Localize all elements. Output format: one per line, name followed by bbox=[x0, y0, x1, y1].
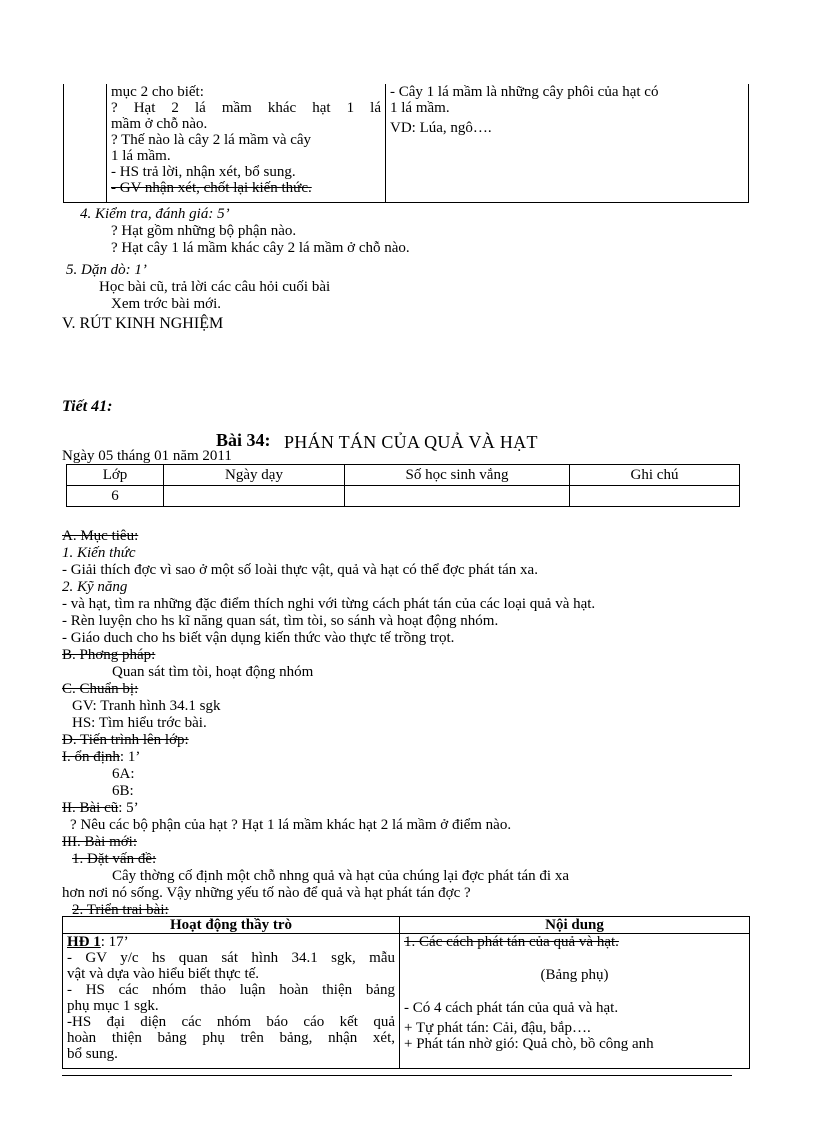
table-cell-content bbox=[386, 84, 749, 203]
text-line: + Phát tán nhờ gió: Quả chò, bồ công anh bbox=[404, 1036, 654, 1052]
skill-item: - và hạt, tìm ra những đặc điểm thích nghi với từng cách phát tán của các loại quả và hạt. bbox=[62, 596, 596, 612]
board-note: (Bảng phụ) bbox=[540, 967, 609, 983]
hd-time: : 17’ bbox=[100, 934, 129, 950]
section-4-heading: 4. Kiểm tra, đánh giá: 5’ bbox=[80, 206, 230, 222]
text-line: mục 2 cho biết: bbox=[111, 84, 204, 100]
problem-heading: 1. Đặt vấn đề: bbox=[72, 851, 157, 867]
methods-text: Quan sát tìm tòi, hoạt động nhóm bbox=[112, 664, 314, 680]
text-line: 1 lá mầm. bbox=[111, 148, 171, 164]
text-line: 1 lá mầm. bbox=[390, 100, 450, 116]
table-cell bbox=[345, 486, 570, 507]
question-item: ? Hạt cây 1 lá mầm khác cây 2 lá mầm ở chỗ nào. bbox=[111, 240, 410, 256]
text-line: vật và dựa vào hiểu biết thực tế. bbox=[67, 966, 260, 982]
problem-text: Cây thờng cố định một chỗ nhng quả và hạt của chúng lại đợc phát tán đi xa bbox=[112, 868, 570, 884]
continuation-table bbox=[63, 84, 749, 203]
table-header: Hoạt động thầy trò bbox=[63, 917, 400, 934]
date-line: Ngày 05 tháng 01 năm 2011 bbox=[62, 448, 232, 464]
table-header: Ngày dạy bbox=[164, 465, 345, 486]
skill-item: - Rèn luyện cho hs kĩ năng quan sát, tìm tòi, so sánh và hoạt động nhóm. bbox=[62, 613, 499, 629]
prep-teacher: GV: Tranh hình 34.1 sgk bbox=[72, 698, 221, 714]
text-line: + Tự phát tán: Cải, đậu, bắp…. bbox=[404, 1020, 591, 1036]
old-lesson-line bbox=[62, 800, 139, 817]
prep-heading: C. Chuẩn bị: bbox=[62, 681, 139, 697]
section-v-heading: V. RÚT KINH NGHIỆM bbox=[62, 315, 224, 332]
activity-heading-line bbox=[67, 934, 395, 950]
homework-item: Xem trớc bài mới. bbox=[111, 296, 222, 312]
lesson-number: Tiết 41: bbox=[62, 398, 113, 415]
table-cell bbox=[570, 486, 740, 507]
table-cell-activity bbox=[107, 84, 386, 203]
table-cell-content bbox=[400, 934, 750, 1069]
table-cell bbox=[164, 486, 345, 507]
new-lesson-heading: III. Bài mới: bbox=[62, 834, 137, 850]
footer-rule bbox=[62, 1075, 732, 1076]
text-line: - Cây 1 lá mầm là những cây phôi của hạt có bbox=[390, 84, 659, 100]
table-header: Lớp bbox=[67, 465, 164, 486]
table-cell-activity bbox=[63, 934, 400, 1069]
text-line: ? Thế nào là cây 2 lá mầm và cây bbox=[111, 132, 312, 148]
content-heading: 1. Các cách phát tán của quả và hạt. bbox=[404, 934, 619, 950]
text-line: mầm ở chỗ nào. bbox=[111, 116, 208, 132]
question-item: ? Hạt gồm những bộ phận nào. bbox=[111, 223, 297, 239]
text-line: ? Hạt 2 lá mầm khác hạt 1 lá bbox=[111, 100, 381, 116]
old-lesson-time: : 5’ bbox=[118, 800, 139, 816]
table-header: Nội dung bbox=[400, 917, 750, 934]
table-cell bbox=[64, 84, 107, 203]
skill-item: - Giáo duch cho hs biết vận dụng kiến thức vào thực tế trồng trọt. bbox=[62, 630, 455, 646]
old-lesson-question: ? Nêu các bộ phận của hạt ? Hạt 1 lá mầm khác hạt 2 lá mầm ở điểm nào. bbox=[70, 817, 512, 833]
text-line: bổ sung. bbox=[67, 1046, 118, 1062]
section-5-heading: 5. Dặn dò: 1’ bbox=[66, 262, 147, 278]
stabilize-time: : 1’ bbox=[119, 749, 141, 765]
objectives-heading: A. Mục tiêu: bbox=[62, 528, 139, 544]
table-header: Ghi chú bbox=[570, 465, 740, 486]
text-line: - Có 4 cách phát tán của quả và hạt. bbox=[404, 1000, 619, 1016]
text-line: phụ mục 1 sgk. bbox=[67, 998, 159, 1014]
text-line: - HS trả lời, nhận xét, bổ sung. bbox=[111, 164, 296, 180]
stabilize-label: I. ổn định bbox=[62, 749, 120, 765]
text-line: - GV nhận xét, chốt lại kiến thức. bbox=[111, 180, 312, 196]
skills-heading: 2. Kỹ năng bbox=[62, 579, 128, 595]
text-line: - GV y/c hs quan sát hình 34.1 sgk, mẫu bbox=[67, 950, 395, 966]
procedure-heading: D. Tiến trình lên lớp: bbox=[62, 732, 189, 748]
text-line: VD: Lúa, ngô…. bbox=[390, 120, 492, 136]
lesson-title-prefix: Bài 34: bbox=[216, 430, 271, 450]
text-line: hoàn thiện bảng phụ trên bảng, nhận xét, bbox=[67, 1030, 395, 1046]
text-line: - HS các nhóm thảo luận hoàn thiện bảng bbox=[67, 982, 395, 998]
homework-item: Học bài cũ, trả lời các câu hỏi cuối bài bbox=[99, 279, 331, 295]
hd-label: HĐ 1 bbox=[67, 934, 101, 950]
prep-student: HS: Tìm hiểu trớc bài. bbox=[72, 715, 207, 731]
develop-heading: 2. Triển trai bài: bbox=[72, 902, 169, 918]
methods-heading: B. Phơng pháp: bbox=[62, 647, 156, 663]
knowledge-heading: 1. Kiến thức bbox=[62, 545, 136, 561]
class-6a: 6A: bbox=[112, 766, 135, 782]
lesson-title: PHÁN TÁN CỦA QUẢ VÀ HẠT bbox=[284, 432, 538, 452]
activity-table bbox=[62, 916, 750, 1069]
class-6b: 6B: bbox=[112, 783, 134, 799]
text-line: -HS đại diện các nhóm báo cáo kết quả bbox=[67, 1014, 395, 1030]
stabilize-line bbox=[62, 749, 140, 766]
knowledge-text: - Giải thích đợc vì sao ở một số loài thực vật, quả và hạt có thể đợc phát tán xa. bbox=[62, 562, 538, 578]
table-cell: 6 bbox=[67, 486, 164, 507]
problem-text: hơn nơi nó sống. Vậy những yếu tố nào để quả và hạt phát tán đợc ? bbox=[62, 885, 471, 901]
table-header: Số học sinh vắng bbox=[345, 465, 570, 486]
class-table bbox=[66, 464, 740, 507]
old-lesson-label: II. Bài cũ bbox=[62, 800, 119, 816]
